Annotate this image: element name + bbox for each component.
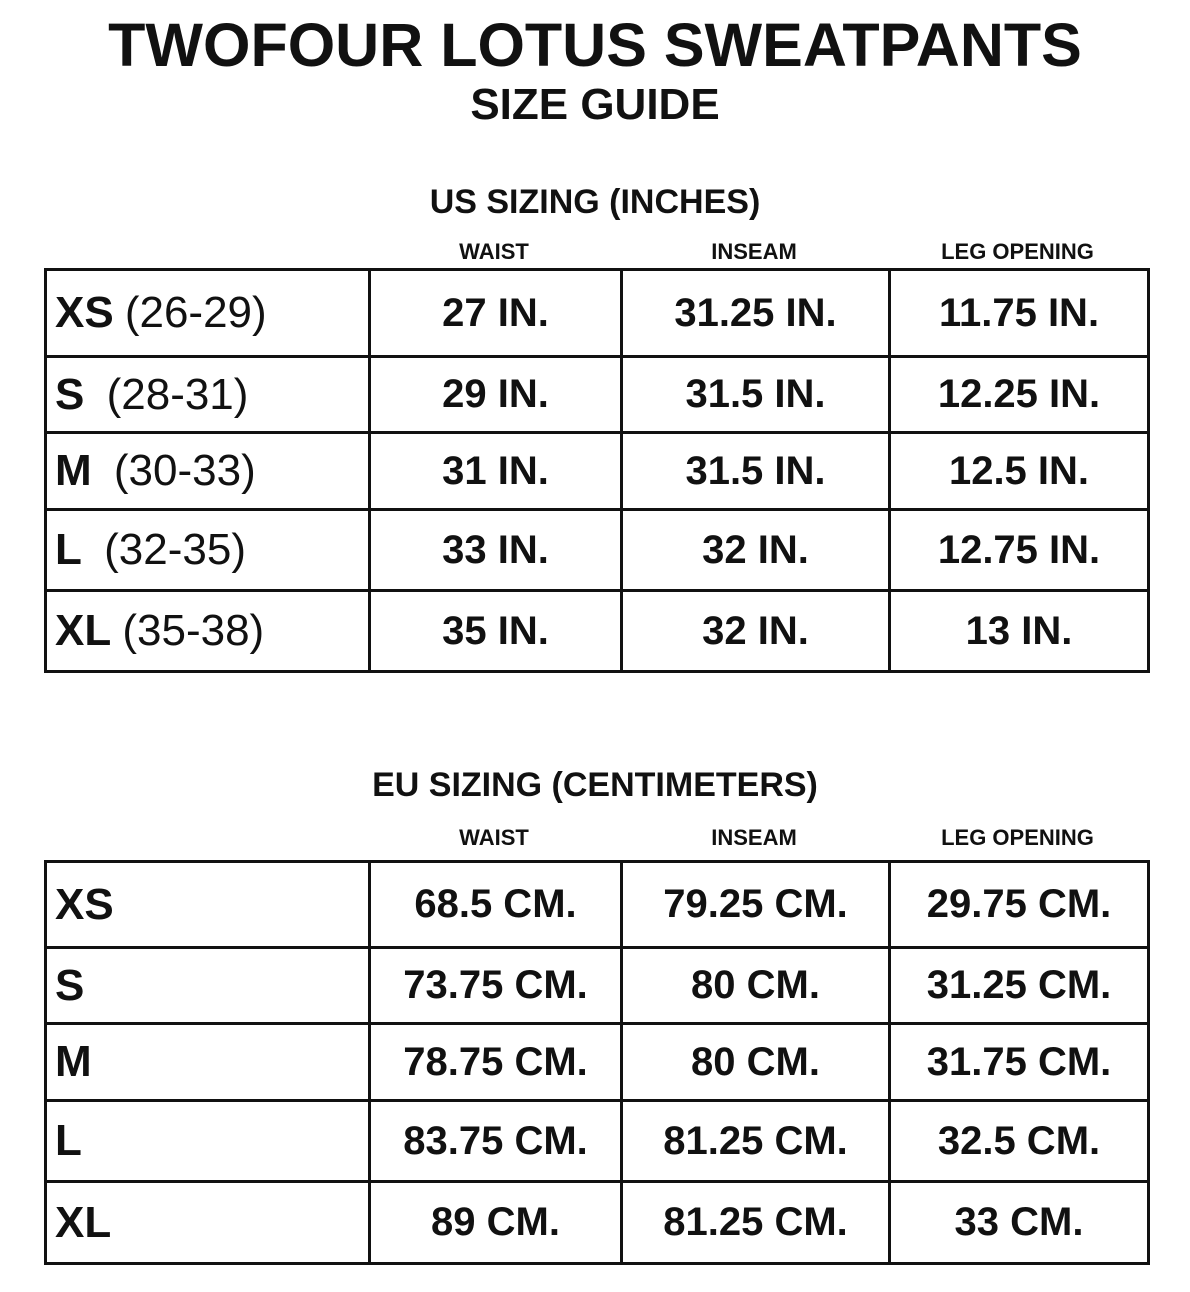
leg-opening-cell: 31.75 CM. <box>890 1024 1149 1101</box>
size-label: XS <box>55 879 114 929</box>
us-col-waist: WAIST <box>459 239 529 264</box>
table-row <box>46 510 1149 591</box>
inseam-cell: 31.25 IN. <box>622 270 890 357</box>
size-cell <box>46 1182 370 1264</box>
size-range: (32-35) <box>104 525 246 574</box>
size-range: (26-29) <box>124 288 267 337</box>
waist-cell: 68.5 CM. <box>370 862 622 948</box>
size-label: S <box>55 369 85 419</box>
eu-size-table <box>44 860 1150 1265</box>
size-cell <box>46 357 370 433</box>
size-label: L <box>55 1116 82 1165</box>
size-cell <box>46 270 370 357</box>
size-cell <box>46 948 370 1024</box>
eu-col-leg-opening: LEG OPENING <box>941 825 1094 850</box>
table-row <box>46 948 1149 1024</box>
eu-col-inseam: INSEAM <box>711 825 797 850</box>
waist-cell: 33 IN. <box>370 510 622 591</box>
inseam-cell: 31.5 IN. <box>622 357 890 433</box>
waist-cell: 83.75 CM. <box>370 1101 622 1182</box>
inseam-cell: 80 CM. <box>622 948 890 1024</box>
waist-cell: 27 IN. <box>370 270 622 357</box>
leg-opening-cell: 12.5 IN. <box>890 433 1149 510</box>
leg-opening-cell: 31.25 CM. <box>890 948 1149 1024</box>
size-range: (35-38) <box>122 606 265 655</box>
leg-opening-cell: 11.75 IN. <box>890 270 1149 357</box>
table-row <box>46 433 1149 510</box>
eu-section-title: EU SIZING (CENTIMETERS) <box>372 766 818 804</box>
page-title: TWOFOUR LOTUS SWEATPANTS <box>108 11 1082 79</box>
waist-cell: 89 CM. <box>370 1182 622 1264</box>
us-col-inseam: INSEAM <box>711 239 797 264</box>
table-row <box>46 591 1149 672</box>
size-label: XL <box>55 606 112 655</box>
leg-opening-cell: 12.25 IN. <box>890 357 1149 433</box>
table-row <box>46 1182 1149 1264</box>
waist-cell: 73.75 CM. <box>370 948 622 1024</box>
leg-opening-cell: 32.5 CM. <box>890 1101 1149 1182</box>
inseam-cell: 80 CM. <box>622 1024 890 1101</box>
size-label: XS <box>55 288 114 337</box>
leg-opening-cell: 33 CM. <box>890 1182 1149 1264</box>
size-cell <box>46 1024 370 1101</box>
inseam-cell: 79.25 CM. <box>622 862 890 948</box>
us-size-table <box>44 268 1150 673</box>
inseam-cell: 32 IN. <box>622 510 890 591</box>
inseam-cell: 32 IN. <box>622 591 890 672</box>
waist-cell: 35 IN. <box>370 591 622 672</box>
size-label: L <box>55 525 82 574</box>
table-row <box>46 1101 1149 1182</box>
us-col-leg-opening: LEG OPENING <box>941 239 1094 264</box>
inseam-cell: 81.25 CM. <box>622 1101 890 1182</box>
table-row <box>46 1024 1149 1101</box>
size-label: M <box>55 1037 92 1086</box>
page-subtitle: SIZE GUIDE <box>470 80 720 129</box>
size-range: (28-31) <box>106 369 249 419</box>
size-cell <box>46 862 370 948</box>
size-label: S <box>55 960 85 1010</box>
size-cell <box>46 591 370 672</box>
leg-opening-cell: 13 IN. <box>890 591 1149 672</box>
size-label: XL <box>55 1197 112 1247</box>
table-row <box>46 270 1149 357</box>
size-cell <box>46 1101 370 1182</box>
size-cell <box>46 433 370 510</box>
size-range: (30-33) <box>113 446 256 495</box>
waist-cell: 29 IN. <box>370 357 622 433</box>
inseam-cell: 81.25 CM. <box>622 1182 890 1264</box>
eu-column-headers <box>44 825 1147 851</box>
waist-cell: 31 IN. <box>370 433 622 510</box>
waist-cell: 78.75 CM. <box>370 1024 622 1101</box>
size-label: M <box>55 446 92 495</box>
table-row <box>46 357 1149 433</box>
size-cell <box>46 510 370 591</box>
inseam-cell: 31.5 IN. <box>622 433 890 510</box>
leg-opening-cell: 29.75 CM. <box>890 862 1149 948</box>
us-column-headers <box>44 239 1147 265</box>
table-row <box>46 862 1149 948</box>
eu-col-waist: WAIST <box>459 825 529 850</box>
leg-opening-cell: 12.75 IN. <box>890 510 1149 591</box>
us-section-title: US SIZING (INCHES) <box>429 183 761 221</box>
